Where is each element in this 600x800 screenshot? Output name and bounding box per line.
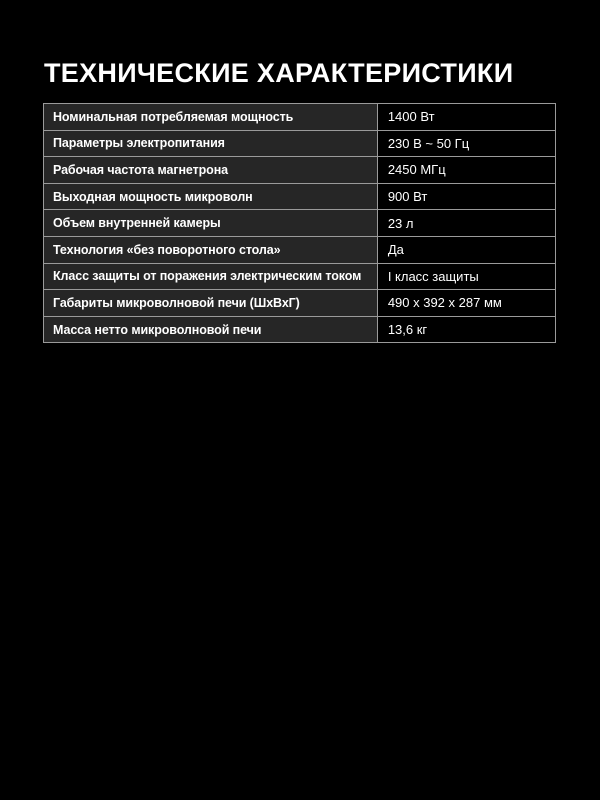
spec-value-cell: 490 x 392 x 287 мм [377,290,555,317]
table-row [44,210,556,237]
table-row [44,290,556,317]
spec-value-cell: Да [377,236,555,263]
spec-label-cell: Объем внутренней камеры [44,210,378,237]
spec-value-cell: 900 Вт [377,183,555,210]
table-row [44,183,556,210]
table-row [44,157,556,184]
spec-label-cell: Параметры электропитания [44,130,378,157]
spec-value-cell: 230 В ~ 50 Гц [377,130,555,157]
spec-label-cell: Технология «без поворотного стола» [44,236,378,263]
table-row [44,130,556,157]
spec-value-cell: 2450 МГц [377,157,555,184]
table-row [44,236,556,263]
spec-label-cell: Выходная мощность микроволн [44,183,378,210]
spec-label-cell: Масса нетто микроволновой печи [44,316,378,343]
spec-value-cell: 1400 Вт [377,104,555,131]
spec-value-cell: 23 л [377,210,555,237]
spec-value-cell: I класс защиты [377,263,555,290]
table-row [44,104,556,131]
spec-label-cell: Рабочая частота магнетрона [44,157,378,184]
spec-label-cell: Номинальная потребляемая мощность [44,104,378,131]
table-row [44,263,556,290]
spec-value-cell: 13,6 кг [377,316,555,343]
specs-table-body [44,104,556,343]
spec-label-cell: Класс защиты от поражения электрическим током [44,263,378,290]
table-row [44,316,556,343]
spec-label-cell: Габариты микроволновой печи (ШхВхГ) [44,290,378,317]
page-title: ТЕХНИЧЕСКИЕ ХАРАКТЕРИСТИКИ [44,58,514,88]
specs-table [43,103,556,343]
